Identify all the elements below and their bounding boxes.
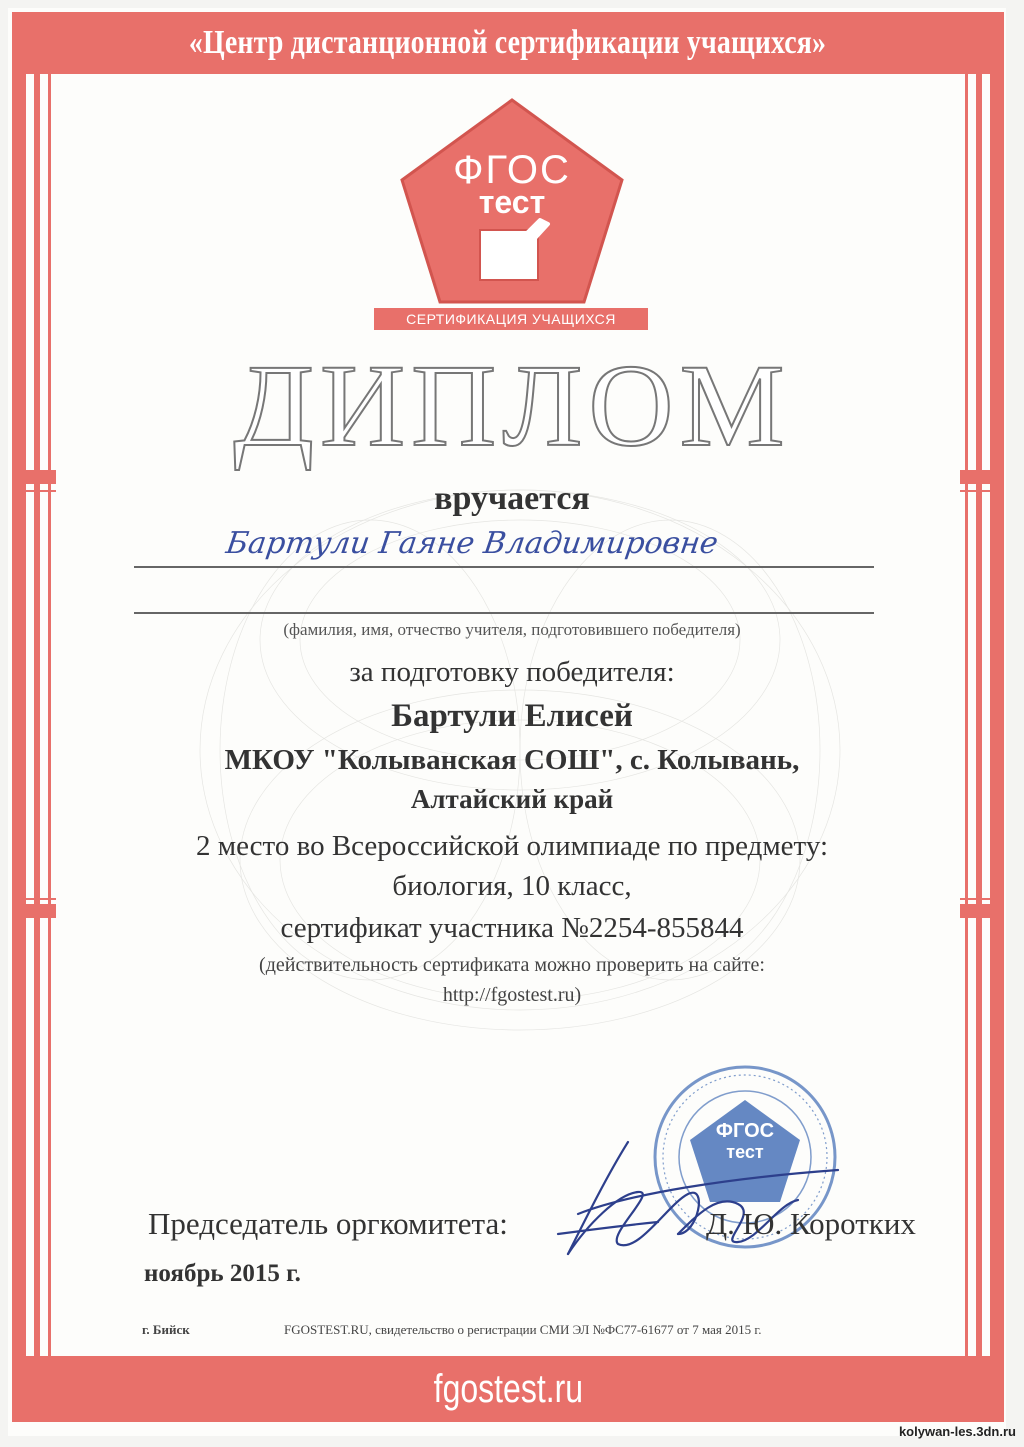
teacher-line-2 [134, 612, 874, 614]
logo-ribbon: СЕРТИФИКАЦИЯ УЧАЩИХСЯ [374, 308, 648, 330]
school-name: МКОУ "Колыванская СОШ", с. Колывань, [224, 744, 800, 776]
teacher-line-1 [134, 566, 874, 568]
awarded-label: вручается [434, 480, 590, 517]
teacher-caption: (фамилия, имя, отчество учителя, подготовившего победителя) [283, 620, 741, 639]
issue-date: ноябрь 2015 г. [144, 1260, 301, 1287]
footer-city: г. Бийск [142, 1322, 190, 1337]
stamp-line1: ФГОС [715, 1120, 775, 1142]
verify-note: (действительность сертификата можно проверить на сайте: [259, 954, 765, 976]
diploma-title-wrap [0, 338, 1024, 474]
for-preparing: за подготовку победителя: [349, 656, 675, 688]
footer-band [12, 1356, 1004, 1422]
place: 2 место во Всероссийской олимпиаде по предмету: [195, 830, 829, 862]
verify-url: http://fgostest.ru) [442, 984, 582, 1006]
footer-registration: FGOSTEST.RU, свидетельство о регистрации СМИ ЭЛ №ФС77-61677 от 7 мая 2015 г. [284, 1322, 762, 1337]
region: Алтайский край [410, 784, 614, 814]
watermark: kolywan-les.3dn.ru [898, 1424, 1016, 1439]
teacher-name: Бартули Гаяне Владимировне [223, 526, 721, 561]
fgos-test-logo [390, 96, 634, 336]
footer-site: fgostest.ru [433, 1366, 583, 1411]
subject: биология, 10 класс, [392, 870, 632, 902]
chairman-name: Д. Ю. Коротких [706, 1206, 916, 1241]
chairman-label: Председатель оргкомитета: [148, 1206, 508, 1241]
header-band [12, 12, 1004, 74]
logo-line1: ФГОС [453, 148, 571, 192]
stamp-line2: тест [726, 1142, 764, 1162]
diploma-title: ДИПЛОМ [233, 340, 791, 471]
certificate-number: сертификат участника №2254-855844 [280, 912, 744, 944]
handwritten-signature [548, 1134, 848, 1274]
winner-name: Бартули Елисей [391, 698, 633, 734]
org-title: «Центр дистанционной сертификации учащихся» [189, 24, 827, 61]
logo-line2: тест [478, 184, 546, 220]
